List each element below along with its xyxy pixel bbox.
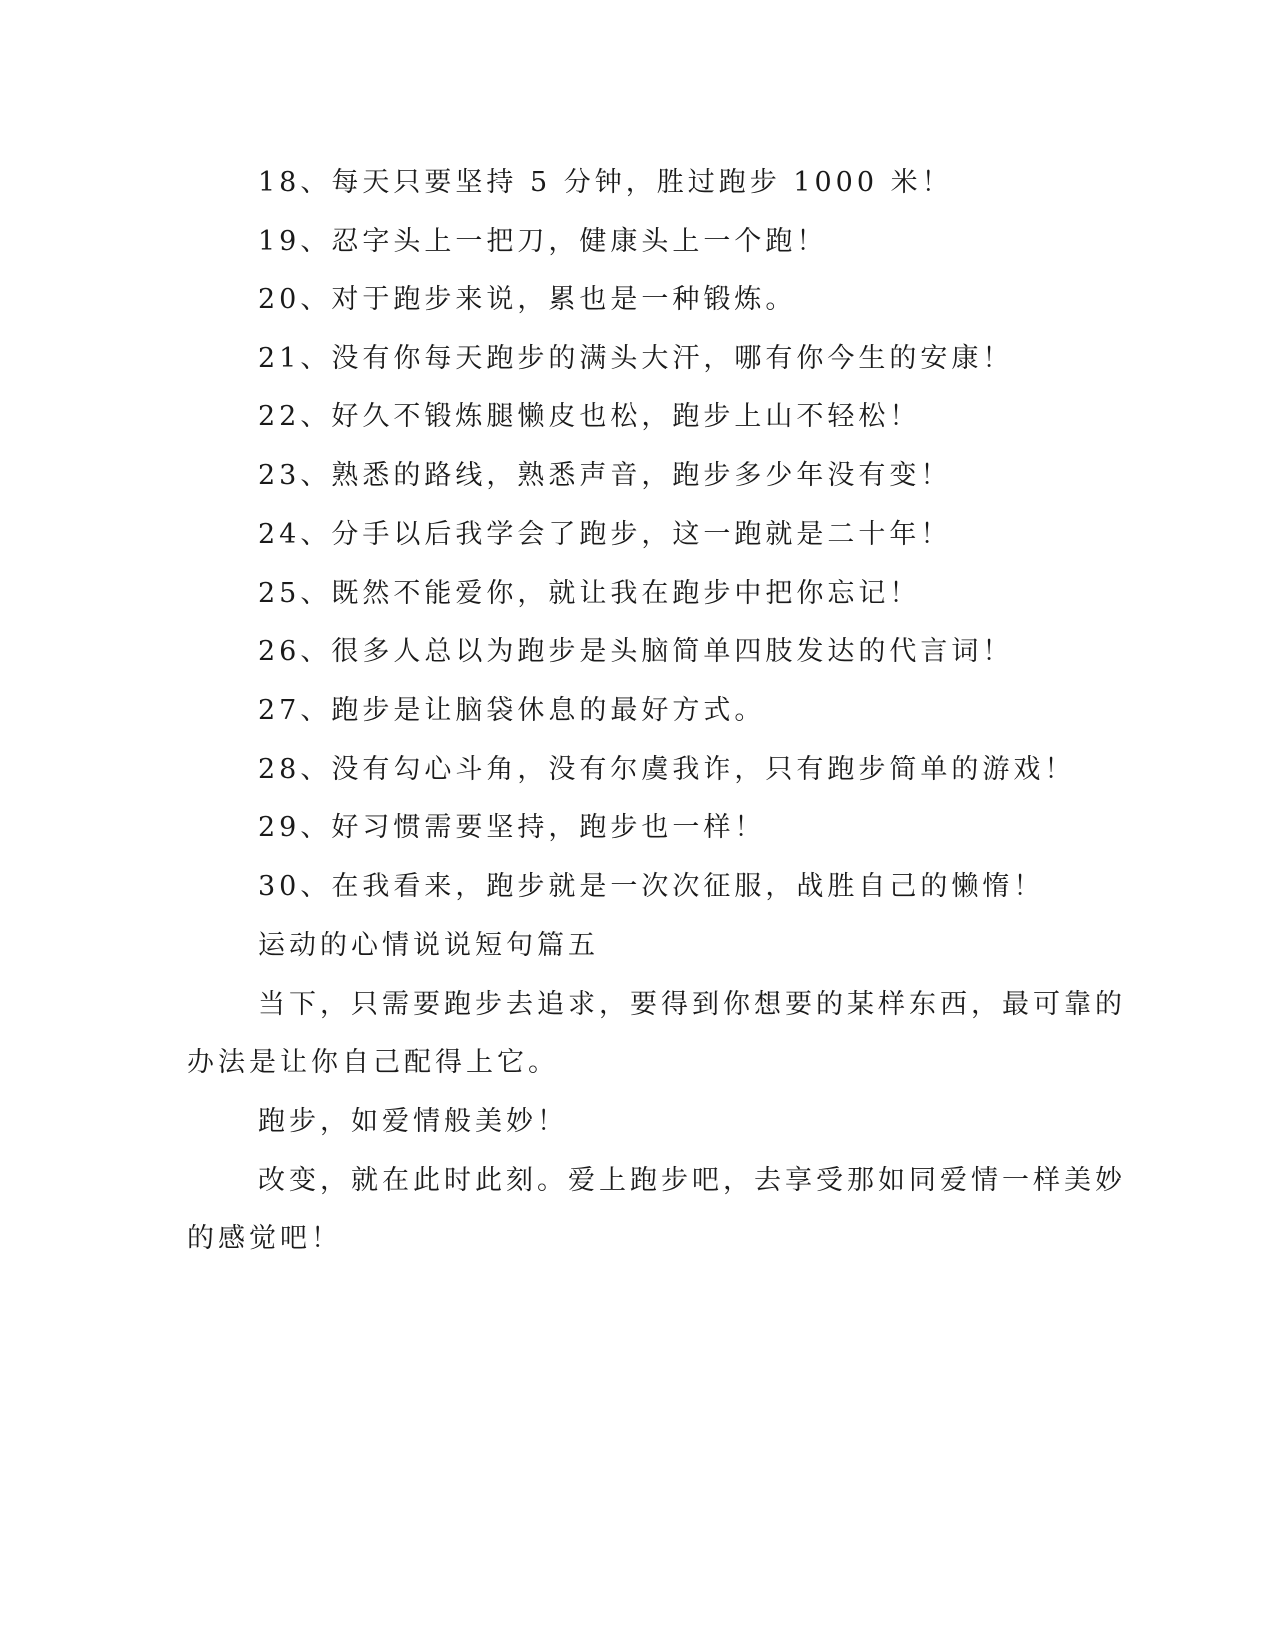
list-item: 21、没有你每天跑步的满头大汗，哪有你今生的安康！ [258,343,1014,374]
paragraph-1-line-2: 办法是让你自己配得上它。 [187,1047,559,1078]
list-item: 19、忍字头上一把刀，健康头上一个跑！ [258,226,828,257]
paragraph-2: 跑步，如爱情般美妙！ [258,1106,568,1137]
list-item: 26、很多人总以为跑步是头脑简单四肢发达的代言词！ [258,636,1014,667]
list-item: 22、好久不锻炼腿懒皮也松，跑步上山不轻松！ [258,401,921,432]
paragraph-3-line-1: 改变，就在此时此刻。爱上跑步吧，去享受那如同爱情一样美妙 [258,1165,1126,1196]
list-item: 23、熟悉的路线，熟悉声音，跑步多少年没有变！ [258,460,952,491]
paragraph-3-line-2: 的感觉吧！ [187,1223,342,1254]
list-item: 18、每天只要坚持 5 分钟，胜过跑步 1000 米！ [258,167,953,198]
list-item: 30、在我看来，跑步就是一次次征服，战胜自己的懒惰！ [258,871,1045,902]
section-heading: 运动的心情说说短句篇五 [258,930,599,961]
list-item: 25、既然不能爱你，就让我在跑步中把你忘记！ [258,578,921,609]
list-item: 29、好习惯需要坚持，跑步也一样！ [258,812,766,843]
paragraph-1-line-1: 当下，只需要跑步去追求，要得到你想要的某样东西，最可靠的 [258,989,1126,1020]
list-item: 24、分手以后我学会了跑步，这一跑就是二十年！ [258,519,952,550]
list-item: 27、跑步是让脑袋休息的最好方式。 [258,695,766,726]
list-item: 20、对于跑步来说，累也是一种锻炼。 [258,284,797,315]
list-item: 28、没有勾心斗角，没有尔虞我诈，只有跑步简单的游戏！ [258,754,1076,785]
